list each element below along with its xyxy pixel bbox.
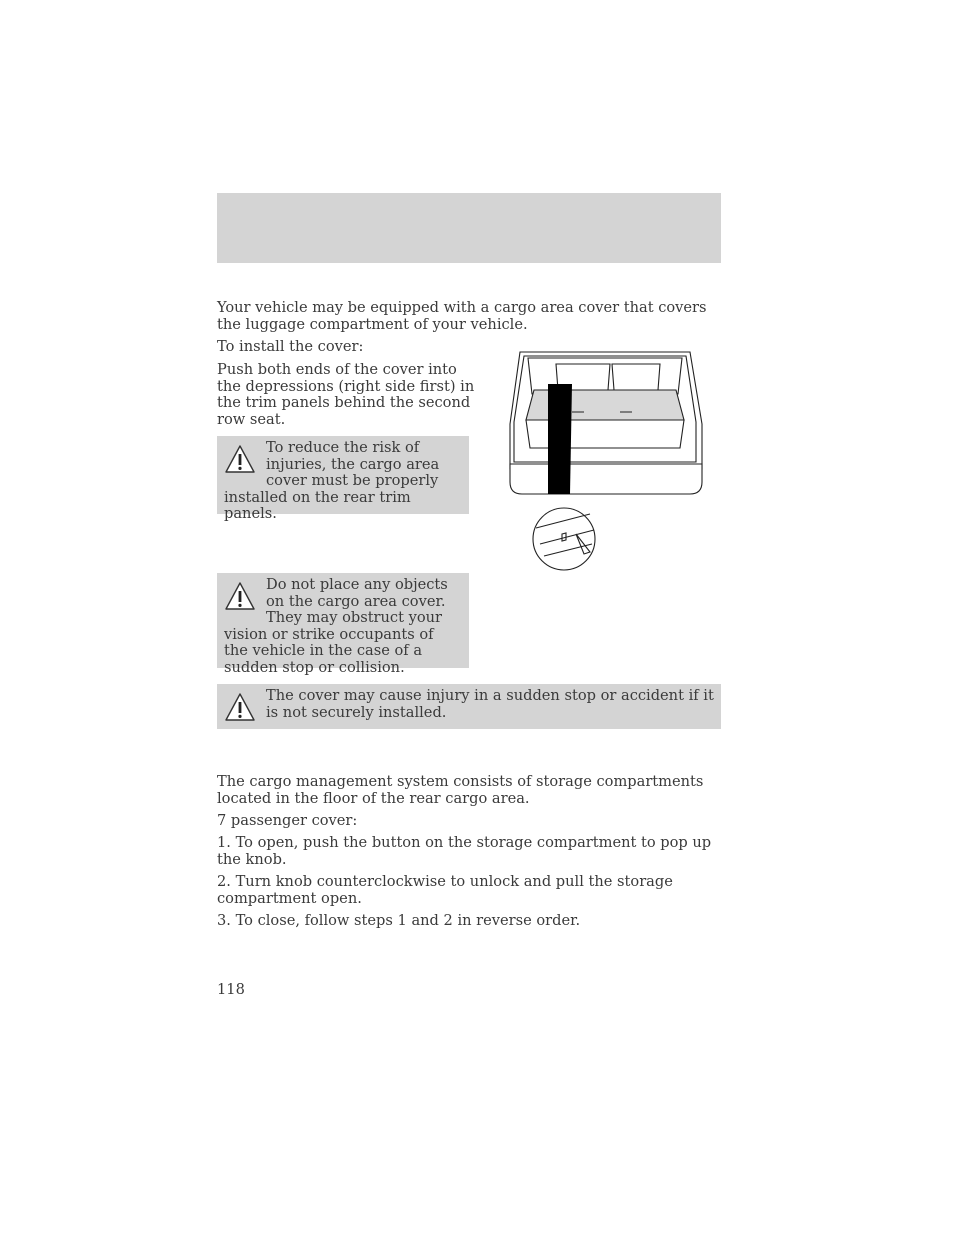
install-instructions: Push both ends of the cover into the depressions (right side first) in the trim panels behind the second row seat. — [217, 361, 475, 428]
step-1: 1. To open, push the button on the storage compartment to pop up the knob. — [217, 834, 712, 868]
warning-box-install — [217, 436, 469, 523]
warning-box-objects — [217, 573, 469, 676]
page-number: 118 — [217, 981, 245, 998]
cargo-management-intro: The cargo management system consists of storage compartments located in the floor of the rear cargo area. — [217, 773, 704, 807]
warning-text: Do not place any objects on the cargo area cover. They may obstruct your vision or strike occupants of the vehicle in the case of a sudden stop or collision. — [224, 576, 448, 676]
warning-text: To reduce the risk of injuries, the cargo area cover must be properly installed on the rear trim panels. — [224, 439, 440, 523]
section-header-band — [217, 193, 721, 263]
install-lead: To install the cover: — [217, 338, 364, 355]
warning-box-secure — [217, 684, 721, 729]
warning-triangle-icon — [224, 692, 256, 722]
cargo-cover-intro: Your vehicle may be equipped with a cargo area cover that covers the luggage compartment of your vehicle. — [217, 299, 707, 333]
warning-text: The cover may cause injury in a sudden stop or accident if it is not securely installed. — [266, 687, 714, 721]
step-3: 3. To close, follow steps 1 and 2 in reverse order. — [217, 912, 581, 929]
warning-triangle-icon — [224, 581, 256, 611]
step-2: 2. Turn knob counterclockwise to unlock and pull the storage compartment open. — [217, 873, 673, 907]
cargo-cover-illustration — [500, 344, 708, 572]
warning-triangle-icon — [224, 444, 256, 474]
passenger-cover-heading: 7 passenger cover: — [217, 812, 358, 829]
